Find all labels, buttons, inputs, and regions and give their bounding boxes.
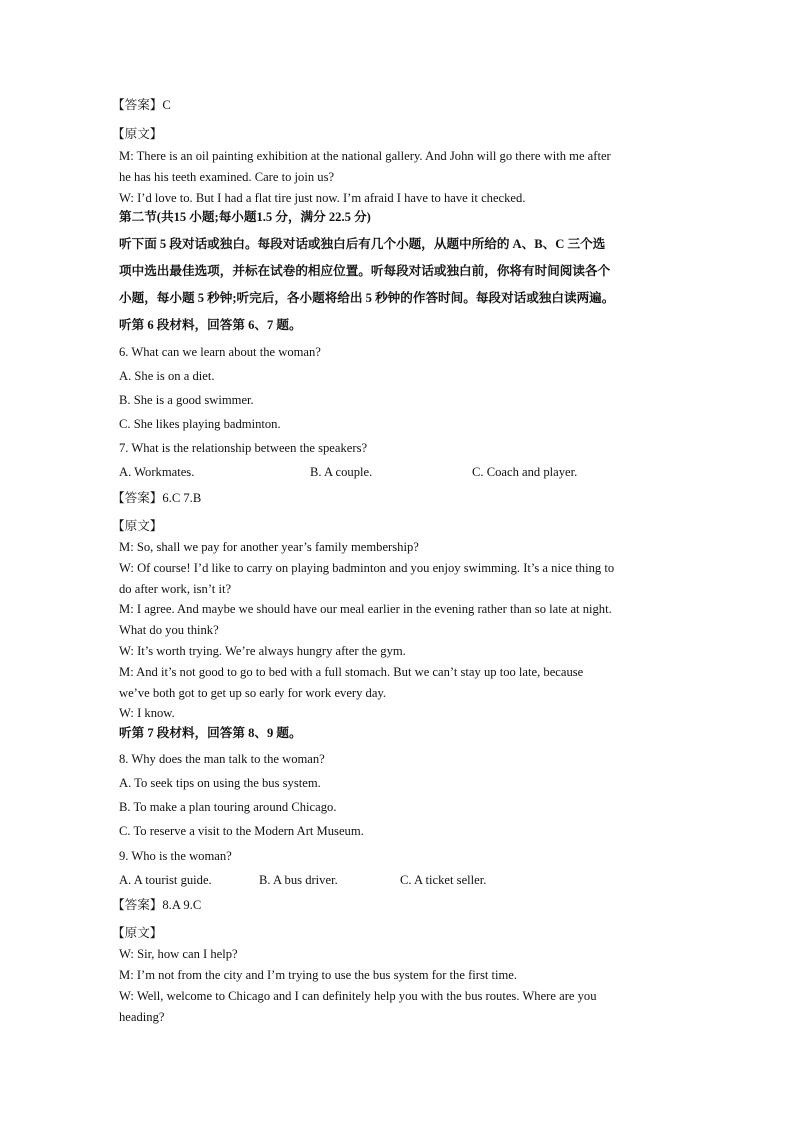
transcript-line: W: Well, welcome to Chicago and I can definitely help you with the bus routes. Where are you <box>119 989 597 1003</box>
instruction-line: 小题，每小题 5 秒钟;听完后，各小题将给出 5 秒钟的作答时间。每段对话或独白读两遍。 <box>119 291 615 305</box>
transcript-line: we’ve both got to get up so early for work every day. <box>119 686 387 700</box>
transcript-line: W: It’s worth trying. We’re always hungry after the gym. <box>119 644 406 658</box>
section-heading: 第二节(共15 小题;每小题1.5 分，满分 22.5 分) <box>119 210 371 224</box>
instruction-line: 听下面 5 段对话或独白。每段对话或独白后有几个小题，从题中所给的 A、B、C 三个选 <box>119 237 606 251</box>
option: A. To seek tips on using the bus system. <box>119 776 321 790</box>
option: A. A tourist guide. <box>119 873 212 887</box>
transcript-line: he has his teeth examined. Care to join us? <box>119 170 335 184</box>
answer-label: 【答案】C <box>112 98 171 112</box>
option: B. To make a plan touring around Chicago. <box>119 800 337 814</box>
option: A. Workmates. <box>119 465 195 479</box>
answer-label: 【答案】6.C 7.B <box>112 491 202 505</box>
option: C. A ticket seller. <box>400 873 487 887</box>
question-9: 9. Who is the woman? <box>119 849 232 863</box>
option: B. She is a good swimmer. <box>119 393 254 407</box>
transcript-line: W: I know. <box>119 706 175 720</box>
option: C. To reserve a visit to the Modern Art Museum. <box>119 824 364 838</box>
transcript-line: heading? <box>119 1010 165 1024</box>
transcript-line: M: I’m not from the city and I’m trying to use the bus system for the first time. <box>119 968 518 982</box>
transcript-line: W: Of course! I’d like to carry on playing badminton and you enjoy swimming. It’s a nice thing to <box>119 561 615 575</box>
question-8: 8. Why does the man talk to the woman? <box>119 752 325 766</box>
transcript-line: W: Sir, how can I help? <box>119 947 238 961</box>
option: C. She likes playing badminton. <box>119 417 281 431</box>
transcript-line: M: So, shall we pay for another year’s family membership? <box>119 540 419 554</box>
dialogue-heading: 听第 6 段材料，回答第 6、7 题。 <box>119 318 302 332</box>
question-6: 6. What can we learn about the woman? <box>119 345 321 359</box>
transcript-line: M: There is an oil painting exhibition at the national gallery. And John will go there with me after <box>119 149 611 163</box>
transcript-label: 【原文】 <box>112 127 163 141</box>
option: C. Coach and player. <box>472 465 578 479</box>
instruction-line: 项中选出最佳选项，并标在试卷的相应位置。听每段对话或独白前，你将有时间阅读各个 <box>119 264 611 278</box>
transcript-line: M: I agree. And maybe we should have our meal earlier in the evening rather than so late at night. <box>119 602 612 616</box>
transcript-label: 【原文】 <box>112 926 163 940</box>
answer-label: 【答案】8.A 9.C <box>112 898 202 912</box>
option: B. A couple. <box>310 465 373 479</box>
option: B. A bus driver. <box>259 873 338 887</box>
transcript-line: do after work, isn’t it? <box>119 582 232 596</box>
transcript-label: 【原文】 <box>112 519 163 533</box>
question-7: 7. What is the relationship between the speakers? <box>119 441 368 455</box>
transcript-line: W: I’d love to. But I had a flat tire just now. I’m afraid I have to have it checked. <box>119 191 526 205</box>
option: A. She is on a diet. <box>119 369 215 383</box>
dialogue-heading: 听第 7 段材料，回答第 8、9 题。 <box>119 726 302 740</box>
transcript-line: What do you think? <box>119 623 219 637</box>
transcript-line: M: And it’s not good to go to bed with a full stomach. But we can’t stay up too late, because <box>119 665 584 679</box>
